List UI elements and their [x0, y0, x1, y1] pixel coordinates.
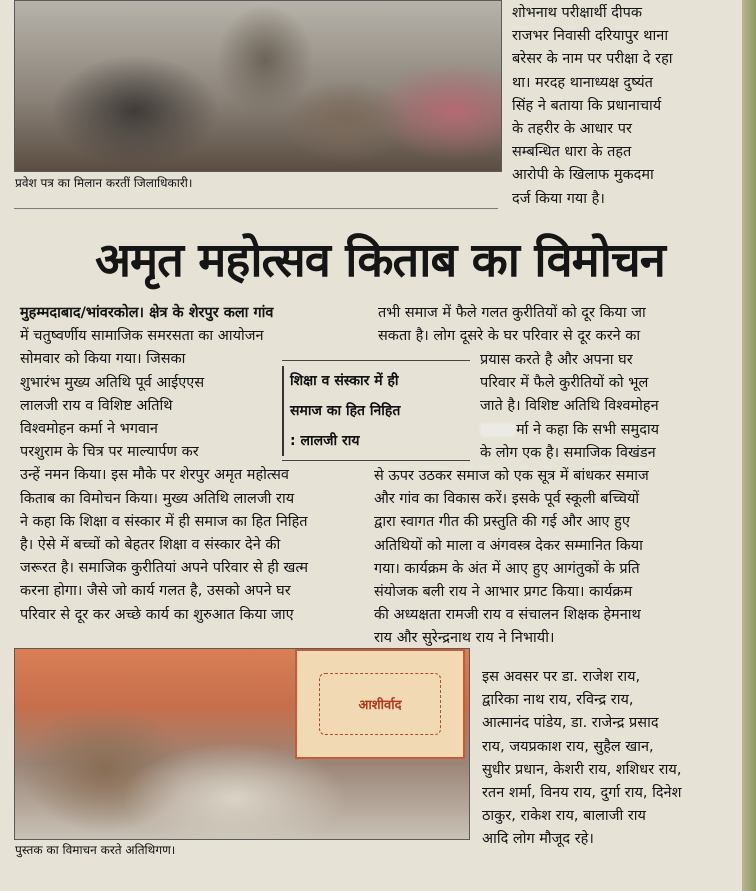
right-column-continued: [374, 465, 730, 651]
photo-admit-card-verification: [14, 0, 502, 172]
text-line: के लोग एक है। समाजिक विखंडन: [480, 444, 656, 461]
text-line: [480, 419, 730, 442]
text-line: की अध्यक्षता रामजी राय व संचालन शिक्षक हेमनाथ: [374, 607, 641, 624]
text-line: था। मरदह थानाध्यक्ष दुष्यंत: [512, 74, 653, 91]
text-line: परिवार से दूर कर अच्छे कार्य का शुरुआत किया जाए: [20, 606, 294, 623]
text-line: शोभनाथ परीक्षार्थी दीपक: [512, 5, 643, 21]
text-line: के तहरीर के आधार पर: [512, 121, 632, 138]
text-line: सोमवार को किया गया। जिसका: [20, 351, 186, 368]
text-line: मुहम्मदाबाद/भांवरकोल। क्षेत्र के शेरपुर कला गांव: [20, 305, 274, 321]
text-line: ने कहा कि शिक्षा व संस्कार में ही समाज का हित निहित: [20, 513, 308, 530]
text-line: इस अवसर पर डा. राजेश राय,: [482, 669, 641, 685]
text-line: शुभारंभ मुख्य अतिथि पूर्व आईएएस: [20, 374, 205, 391]
top-right-column: [512, 2, 734, 211]
text-line: परशुराम के चित्र पर माल्यार्पण कर: [20, 444, 199, 461]
text-line: गया। कार्यक्रम के अंत में आए हुए आगंतुकों के प्रति: [374, 560, 640, 577]
left-column: [20, 302, 370, 627]
text-line: जरूरत है। समाजिक कुरीतियां अपने परिवार से ही खत्म: [20, 560, 309, 577]
right-column: [378, 302, 730, 348]
text-line: परिवार में फैले कुरीतियों को भूल: [480, 375, 649, 392]
text-line: से ऊपर उठकर समाज को एक सूत्र में बांधकर समाज: [374, 468, 649, 484]
text-line: उन्हें नमन किया। इस मौके पर शेरपुर अमृत महोत्सव: [20, 467, 289, 484]
redacted-text: [480, 423, 516, 437]
right-column-narrow: [480, 349, 730, 465]
pullquote-rule-bottom: [282, 460, 470, 461]
text-line: विश्वमोहन कर्मा ने भगवान: [20, 421, 158, 438]
text-line: करना होगा। जैसे जो कार्य गलत है, उसको अपने घर: [20, 583, 291, 600]
pullquote-line: समाज का हित निहित: [290, 403, 401, 419]
section-divider: [14, 208, 498, 209]
text-fragment: र्मा ने कहा कि सभी समुदाय: [516, 421, 660, 438]
text-line: आदि लोग मौजूद रहे।: [482, 831, 594, 848]
text-line: राय, जयप्रकाश राय, सुहैल खान,: [482, 738, 654, 755]
text-line: आत्मानंद पांडेय, डा. राजेन्द्र प्रसाद: [482, 715, 659, 732]
banner-text: आशीर्वाद: [358, 698, 402, 713]
pullquote-rule-top: [282, 360, 470, 361]
text-line: प्रयास करते है और अपना घर: [480, 352, 633, 368]
text-line: राय और सुरेन्द्रनाथ राय ने निभायी।: [374, 630, 555, 647]
event-banner: [295, 649, 465, 759]
bottom-right-column: [482, 666, 732, 852]
text-line: लालजी राय व विशिष्ट अतिथि: [20, 397, 173, 414]
text-line: और गांव का विकास करें। इसके पूर्व स्कूली बच्चियों: [374, 491, 640, 508]
text-line: आरोपी के खिलाफ मुकदमा: [512, 167, 654, 184]
text-line: सकता है। लोग दूसरे के घर परिवार से दूर करने का: [378, 328, 641, 345]
photo-book-release: [14, 648, 470, 840]
text-line: सुधीर प्रधान, केशरी राय, शशिधर राय,: [482, 761, 682, 778]
text-line: तभी समाज में फैले गलत कुरीतियों को दूर किया जा: [378, 305, 646, 321]
pullquote-line: शिक्षा व संस्कार में ही: [290, 373, 399, 389]
photo1-caption: प्रवेश पत्र का मिलान करतीं जिलाधिकारी।: [15, 176, 193, 190]
text-line: रतन शर्मा, विनय राय, दुर्गा राय, दिनेश: [482, 785, 682, 802]
page-edge: [742, 0, 756, 891]
headline: अमृत महोत्सव किताब का विमोचन: [95, 233, 665, 288]
text-line: में चतुष्वर्णीय सामाजिक समरसता का आयोजन: [20, 328, 264, 345]
text-line: सम्बन्धित धारा के तहत: [512, 144, 632, 161]
text-line: है। ऐसे में बच्चों को बेहतर शिक्षा व संस्कार देने की: [20, 537, 281, 554]
text-line: द्वारा स्वागत गीत की प्रस्तुति की गई और आए हुए: [374, 514, 630, 531]
text-line: जाते है। विशिष्ट अतिथि विश्वमोहन: [480, 398, 659, 415]
text-line: किताब का विमोचन किया। मुख्य अतिथि लालजी राय: [20, 490, 295, 507]
pullquote-line: : लालजी राय: [290, 433, 360, 449]
photo2-caption: पुस्तक का विमाचन करते अतिथिगण।: [15, 843, 176, 857]
text-line: राजभर निवासी दरियापुर थाना: [512, 28, 669, 45]
banner-graphic: [319, 673, 441, 735]
text-line: दर्ज किया गया है।: [512, 190, 605, 207]
text-line: ठाकुर, राकेश राय, बालाजी राय: [482, 808, 646, 825]
text-line: अतिथियों को माला व अंगवस्त्र देकर सम्मानित किया: [374, 537, 643, 554]
text-line: संयोजक बली राय ने आभार प्रगट किया। कार्यक्रम: [374, 584, 633, 601]
text-line: बरेसर के नाम पर परीक्षा दे रहा: [512, 51, 673, 68]
text-line: सिंह ने बताया कि प्रधानाचार्य: [512, 97, 662, 114]
pullquote: [282, 366, 472, 456]
text-line: द्वारिका नाथ राय, रविन्द्र राय,: [482, 692, 634, 709]
